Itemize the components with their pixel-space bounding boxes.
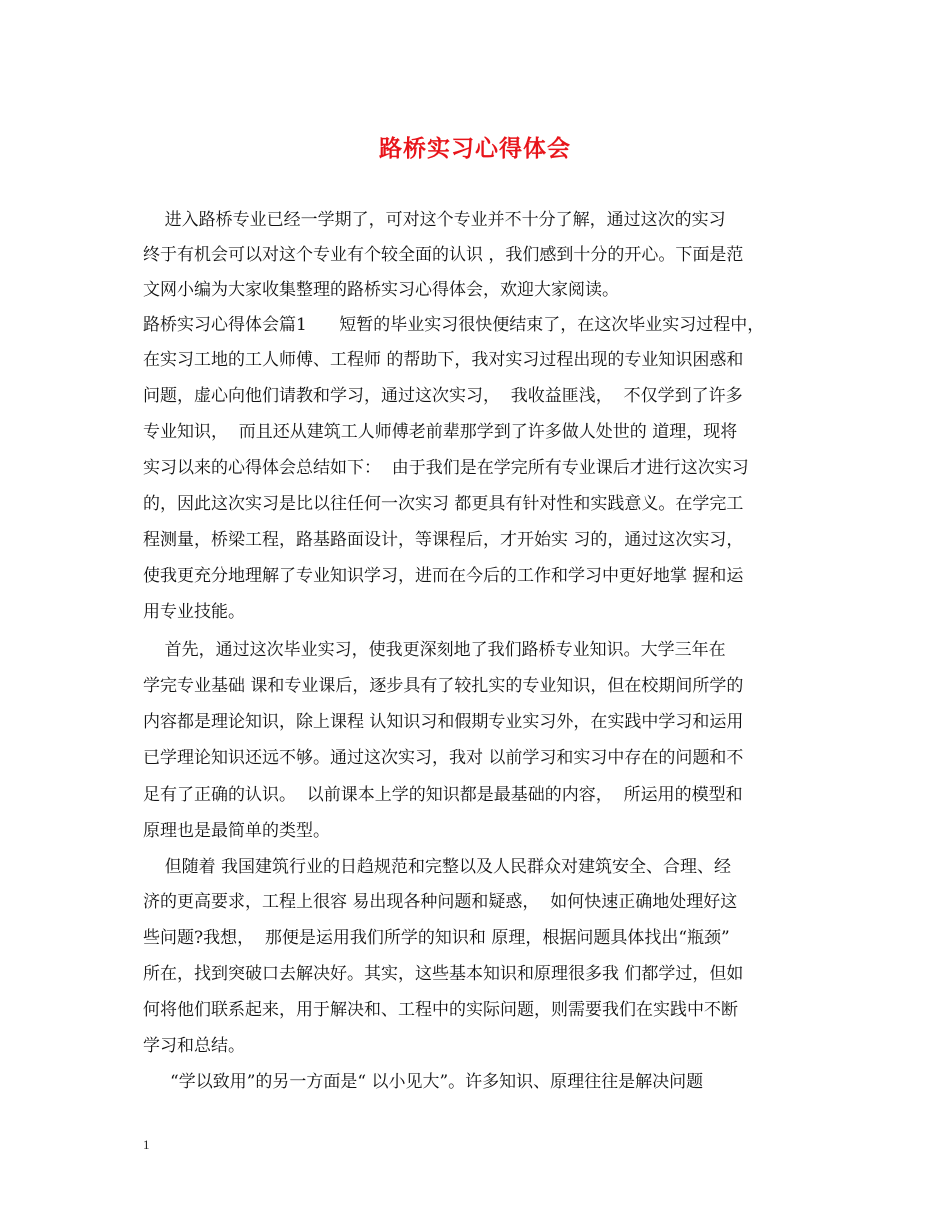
body-line: 何将他们联系起来，用于解决和、工程中的实际问题，则需要我们在实践中不断 xyxy=(143,1000,738,1020)
body-line: 但随着 我国建筑行业的日趋规范和完整以及人民群众对建筑安全、合理、经 xyxy=(143,857,732,877)
body-line: 问题，虚心向他们请教和学习，通过这次实习， 我收益匪浅， 不仅学到了许多 xyxy=(143,386,743,406)
body-line: 首先，通过这次毕业实习，使我更深刻地了我们路桥专业知识。大学三年在 xyxy=(143,640,726,660)
body-line: 原理也是最简单的类型。 xyxy=(143,821,330,841)
body-line: 用专业技能。 xyxy=(143,602,245,622)
body-line: 终于有机会可以对这个专业有个较全面的认识 ，我们感到十分的开心。下面是范 xyxy=(143,245,744,265)
body-line: “学以致用”的另一方面是“ 以小见大”。许多知识、原理往往是解决问题 xyxy=(143,1072,704,1092)
body-line: 程测量，桥梁工程，路基路面设计，等课程后，才开始实 习的，通过这次实习， xyxy=(143,530,744,550)
body-line: 学习和总结。 xyxy=(143,1036,245,1056)
body-line: 使我更充分地理解了专业知识学习，进而在今后的工作和学习中更好地掌 握和运 xyxy=(143,566,744,586)
body-line: 济的更高要求，工程上很容 易出现各种问题和疑惑， 如何快速正确地处理好这 xyxy=(143,892,738,912)
body-line: 路桥实习心得体会篇1 短暂的毕业实习很快便结束了，在这次毕业实习过程中， xyxy=(143,315,765,335)
body-line: 文网小编为大家收集整理的路桥实习心得体会，欢迎大家阅读。 xyxy=(143,280,619,300)
document-title: 路桥实习心得体会 xyxy=(379,135,571,162)
body-line: 实习以来的心得体会总结如下： 由于我们是在学完所有专业课后才进行这次实习 xyxy=(143,458,749,478)
page-number: 1 xyxy=(143,1137,150,1152)
body-line: 所在，找到突破口去解决好。其实，这些基本知识和原理很多我 们都学过，但如 xyxy=(143,964,744,984)
body-line: 足有了正确的认识。 以前课本上学的知识都是最基础的内容， 所运用的模型和 xyxy=(143,785,743,805)
body-line: 学完专业基础 课和专业课后，逐步具有了较扎实的专业知识，但在校期间所学的 xyxy=(143,676,744,696)
body-line: 已学理论知识还远不够。通过这次实习，我对 以前学习和实习中存在的问题和不 xyxy=(143,748,744,768)
body-line: 些问题?我想， 那便是运用我们所学的知识和 原理，根据问题具体找出“瓶颈” xyxy=(143,928,730,948)
body-line: 内容都是理论知识，除上课程 认知识习和假期专业实习外，在实践中学习和运用 xyxy=(143,712,744,732)
body-line: 进入路桥专业已经一学期了，可对这个专业并不十分了解，通过这次的实习 xyxy=(143,210,726,230)
body-line: 专业知识， 而且还从建筑工人师傅老前辈那学到了许多做人处世的 道理，现将 xyxy=(143,422,738,442)
body-line: 在实习工地的工人师傅、工程师 的帮助下，我对实习过程出现的专业知识困惑和 xyxy=(143,350,744,370)
body-line: 的，因此这次实习是比以往任何一次实习 都更具有针对性和实践意义。在学完工 xyxy=(143,494,744,514)
